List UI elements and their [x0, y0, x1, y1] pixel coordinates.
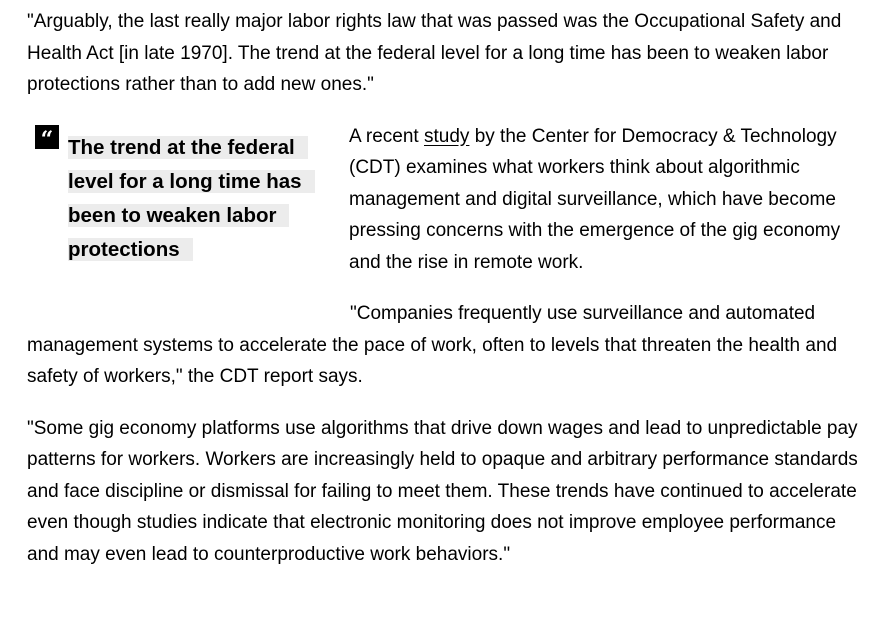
article-body [27, 6, 867, 590]
paragraph-cdt-report-quote: "Companies frequently use surveillance and automated management systems to accelerate the pace of work, often to levels that threaten the health and safety of workers," the CDT report says. [27, 303, 838, 387]
pull-quote-text: The trend at the federal level for a long time has been to weaken labor protections [68, 136, 315, 261]
paragraph-osha-quote: "Arguably, the last really major labor rights law that was passed was the Occupational Safety and Health Act [in late 1970]. The trend at the federal level for a long time has been to weaken labor protections rather than to add new ones." [27, 11, 842, 95]
study-intro-text: A recent [349, 125, 424, 147]
study-description-text: by the Center for Democracy & Technology (CDT) examines what workers think about algorithmic management and digital surveillance, which have become pressing concerns with the emergence of the gig economy and the rise in remote work. [349, 125, 841, 273]
paragraph-gig-economy-quote: "Some gig economy platforms use algorithms that drive down wages and lead to unpredictable pay patterns for workers. Workers are increasingly held to opaque and arbitrary performance standards and face discipline or dismissal for failing to meet them. These trends have continued to accelerate even though studies indicate that electronic monitoring does not improve employee performance and may even lead to counterproductive work behaviors." [27, 417, 858, 565]
quote-icon: “ [35, 125, 59, 149]
pull-quote [27, 123, 327, 267]
study-link[interactable]: study [424, 125, 470, 147]
pull-quote-text-block [27, 123, 327, 267]
